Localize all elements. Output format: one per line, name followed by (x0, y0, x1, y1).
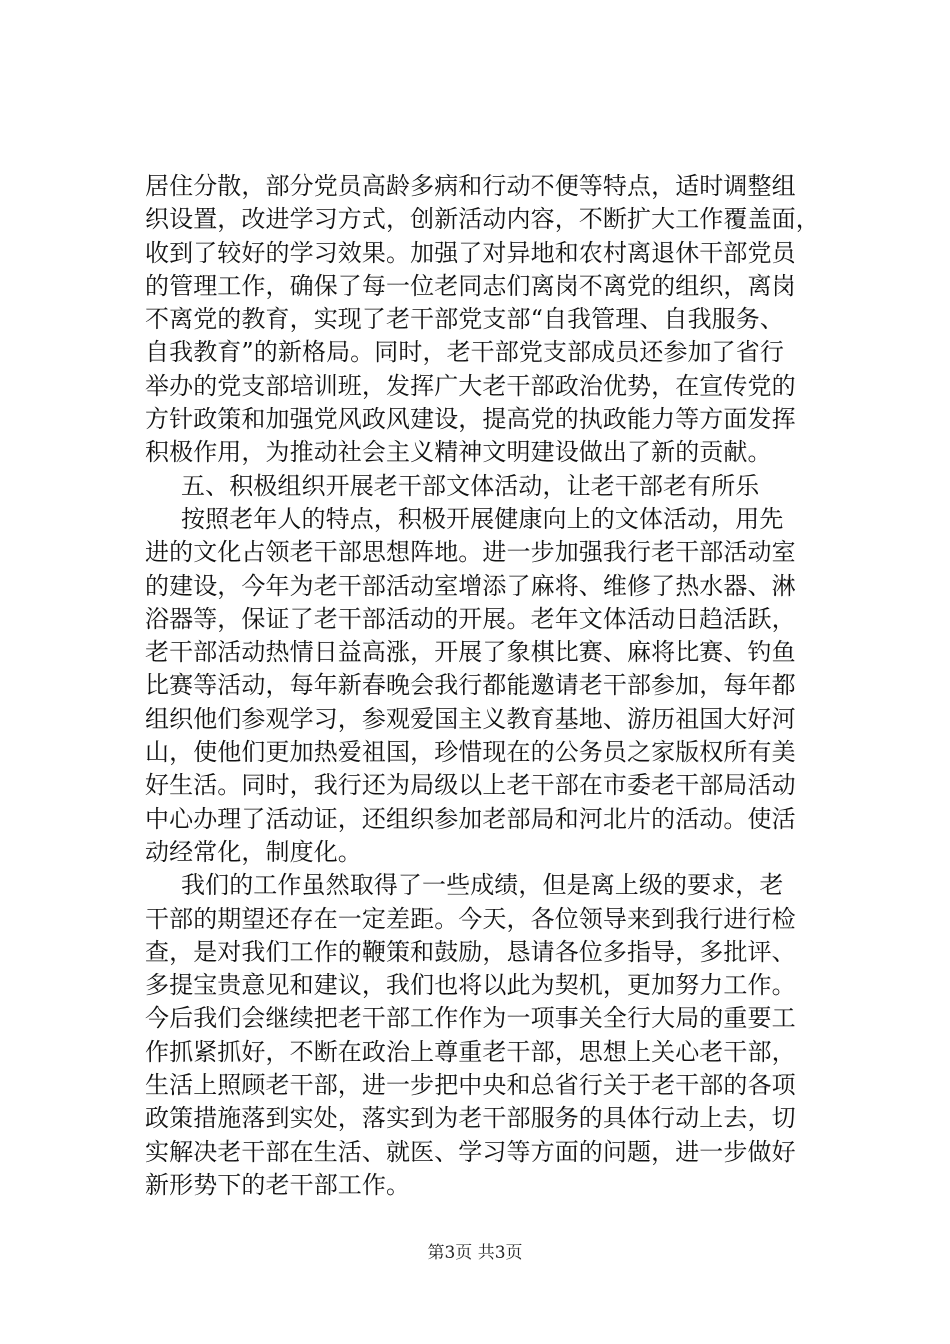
body-text (145, 170, 820, 1202)
text-line: 中心办理了活动证，还组织参加老部局和河北片的活动。使活 (145, 804, 796, 833)
text-line: 的管理工作，确保了每一位老同志们离岗不离党的组织，离岗 (145, 271, 796, 300)
text-line: 实解决老干部在生活、就医、学习等方面的问题，进一步做好 (145, 1137, 796, 1166)
text-line: 组织他们参观学习，参观爱国主义教育基地、游历祖国大好河 (145, 704, 796, 733)
section-heading: 五、积极组织开展老干部文体活动，让老干部老有所乐 (181, 471, 760, 500)
text-line: 浴器等，保证了老干部活动的开展。老年文体活动日趋活跃， (145, 604, 796, 633)
text-line: 作抓紧抓好，不断在政治上尊重老干部，思想上关心老干部， (145, 1037, 796, 1066)
text-line: 老干部活动热情日益高涨，开展了象棋比赛、麻将比赛、钓鱼 (145, 638, 796, 667)
text-line: 比赛等活动，每年新春晚会我行都能邀请老干部参加，每年都 (145, 671, 796, 700)
text-line: 方针政策和加强党风政风建设，提高党的执政能力等方面发挥 (145, 405, 796, 434)
text-line: 山，使他们更加热爱祖国，珍惜现在的公务员之家版权所有美 (145, 738, 796, 767)
text-line: 好生活。同时，我行还为局级以上老干部在市委老干部局活动 (145, 771, 796, 800)
text-line: 按照老年人的特点，积极开展健康向上的文体活动，用先 (181, 504, 784, 533)
text-line: 新形势下的老干部工作。 (145, 1170, 411, 1199)
text-line: 政策措施落到实处，落实到为老干部服务的具体行动上去，切 (145, 1104, 796, 1133)
page-footer: 第3页 共3页 (427, 1243, 523, 1263)
text-line: 多提宝贵意见和建议，我们也将以此为契机，更加努力工作。 (145, 971, 796, 1000)
text-line: 干部的期望还存在一定差距。今天，各位领导来到我行进行检 (145, 904, 796, 933)
text-line: 动经常化，制度化。 (145, 837, 362, 866)
text-line: 收到了较好的学习效果。加强了对异地和农村离退休干部党员 (145, 238, 796, 267)
text-line: 进的文化占领老干部思想阵地。进一步加强我行老干部活动室 (145, 538, 796, 567)
text-line: 我们的工作虽然取得了一些成绩，但是离上级的要求，老 (181, 871, 784, 900)
text-line: 今后我们会继续把老干部工作作为一项事关全行大局的重要工 (145, 1004, 796, 1033)
text-line: 查，是对我们工作的鞭策和鼓励，恳请各位多指导，多批评、 (145, 937, 796, 966)
text-line: 织设置，改进学习方式，创新活动内容，不断扩大工作覆盖面， (145, 205, 820, 234)
text-line: 不离党的教育，实现了老干部党支部“自我管理、自我服务、 (145, 305, 784, 334)
text-line: 生活上照顾老干部，进一步把中央和总省行关于老干部的各项 (145, 1071, 796, 1100)
text-line: 举办的党支部培训班，发挥广大老干部政治优势，在宣传党的 (145, 371, 796, 400)
text-line: 积极作用，为推动社会主义精神文明建设做出了新的贡献。 (145, 438, 772, 467)
text-line: 居住分散，部分党员高龄多病和行动不便等特点，适时调整组 (145, 172, 796, 200)
text-line: 自我教育”的新格局。同时，老干部党支部成员还参加了省行 (145, 338, 784, 367)
text-line: 的建设，今年为老干部活动室增添了麻将、维修了热水器、淋 (145, 571, 796, 600)
